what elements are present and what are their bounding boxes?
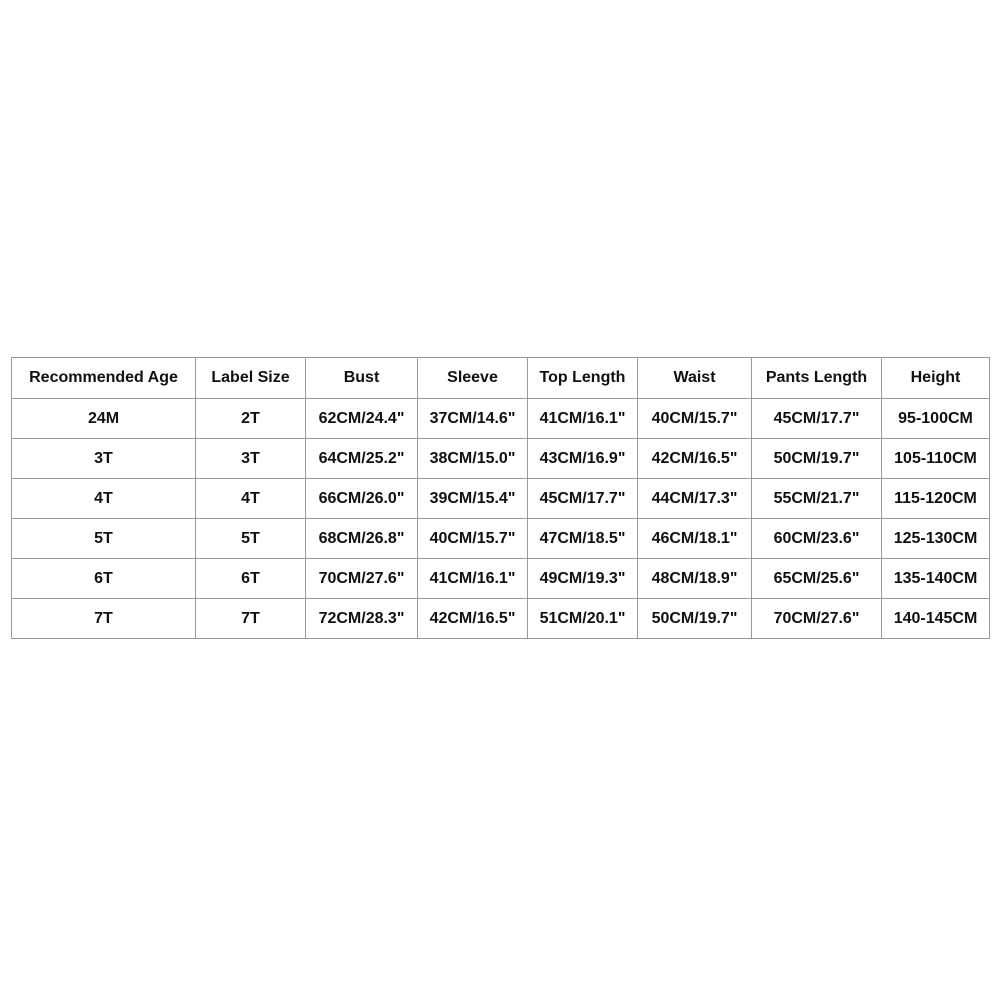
table-row <box>12 479 990 519</box>
cell-pants-length: 55CM/21.7" <box>752 479 882 519</box>
cell-top-length: 49CM/19.3" <box>528 559 638 599</box>
cell-pants-length: 60CM/23.6" <box>752 519 882 559</box>
cell-recommended-age: 6T <box>12 559 196 599</box>
cell-recommended-age: 24M <box>12 399 196 439</box>
cell-label-size: 4T <box>196 479 306 519</box>
cell-label-size: 5T <box>196 519 306 559</box>
cell-sleeve: 41CM/16.1" <box>418 559 528 599</box>
cell-bust: 62CM/24.4" <box>306 399 418 439</box>
cell-label-size: 6T <box>196 559 306 599</box>
table-row <box>12 599 990 639</box>
cell-height: 95-100CM <box>882 399 990 439</box>
cell-top-length: 51CM/20.1" <box>528 599 638 639</box>
cell-height: 135-140CM <box>882 559 990 599</box>
cell-top-length: 47CM/18.5" <box>528 519 638 559</box>
table-row <box>12 519 990 559</box>
cell-sleeve: 37CM/14.6" <box>418 399 528 439</box>
header-pants-length: Pants Length <box>752 358 882 399</box>
header-top-length: Top Length <box>528 358 638 399</box>
cell-recommended-age: 3T <box>12 439 196 479</box>
cell-bust: 70CM/27.6" <box>306 559 418 599</box>
cell-pants-length: 70CM/27.6" <box>752 599 882 639</box>
cell-pants-length: 65CM/25.6" <box>752 559 882 599</box>
header-sleeve: Sleeve <box>418 358 528 399</box>
cell-waist: 48CM/18.9" <box>638 559 752 599</box>
table-row <box>12 439 990 479</box>
cell-height: 105-110CM <box>882 439 990 479</box>
cell-bust: 64CM/25.2" <box>306 439 418 479</box>
cell-label-size: 7T <box>196 599 306 639</box>
cell-waist: 44CM/17.3" <box>638 479 752 519</box>
table-row <box>12 399 990 439</box>
cell-recommended-age: 5T <box>12 519 196 559</box>
header-recommended-age: Recommended Age <box>12 358 196 399</box>
cell-top-length: 45CM/17.7" <box>528 479 638 519</box>
header-row <box>12 358 990 399</box>
cell-height: 115-120CM <box>882 479 990 519</box>
cell-waist: 42CM/16.5" <box>638 439 752 479</box>
cell-recommended-age: 4T <box>12 479 196 519</box>
cell-waist: 50CM/19.7" <box>638 599 752 639</box>
cell-sleeve: 42CM/16.5" <box>418 599 528 639</box>
cell-sleeve: 39CM/15.4" <box>418 479 528 519</box>
cell-recommended-age: 7T <box>12 599 196 639</box>
cell-sleeve: 38CM/15.0" <box>418 439 528 479</box>
cell-height: 125-130CM <box>882 519 990 559</box>
header-waist: Waist <box>638 358 752 399</box>
cell-pants-length: 50CM/19.7" <box>752 439 882 479</box>
cell-bust: 66CM/26.0" <box>306 479 418 519</box>
cell-bust: 72CM/28.3" <box>306 599 418 639</box>
header-bust: Bust <box>306 358 418 399</box>
cell-top-length: 41CM/16.1" <box>528 399 638 439</box>
header-height: Height <box>882 358 990 399</box>
size-chart-table <box>11 357 990 639</box>
cell-sleeve: 40CM/15.7" <box>418 519 528 559</box>
cell-label-size: 3T <box>196 439 306 479</box>
cell-label-size: 2T <box>196 399 306 439</box>
cell-height: 140-145CM <box>882 599 990 639</box>
table-row <box>12 559 990 599</box>
cell-pants-length: 45CM/17.7" <box>752 399 882 439</box>
header-label-size: Label Size <box>196 358 306 399</box>
cell-waist: 46CM/18.1" <box>638 519 752 559</box>
cell-bust: 68CM/26.8" <box>306 519 418 559</box>
cell-top-length: 43CM/16.9" <box>528 439 638 479</box>
cell-waist: 40CM/15.7" <box>638 399 752 439</box>
